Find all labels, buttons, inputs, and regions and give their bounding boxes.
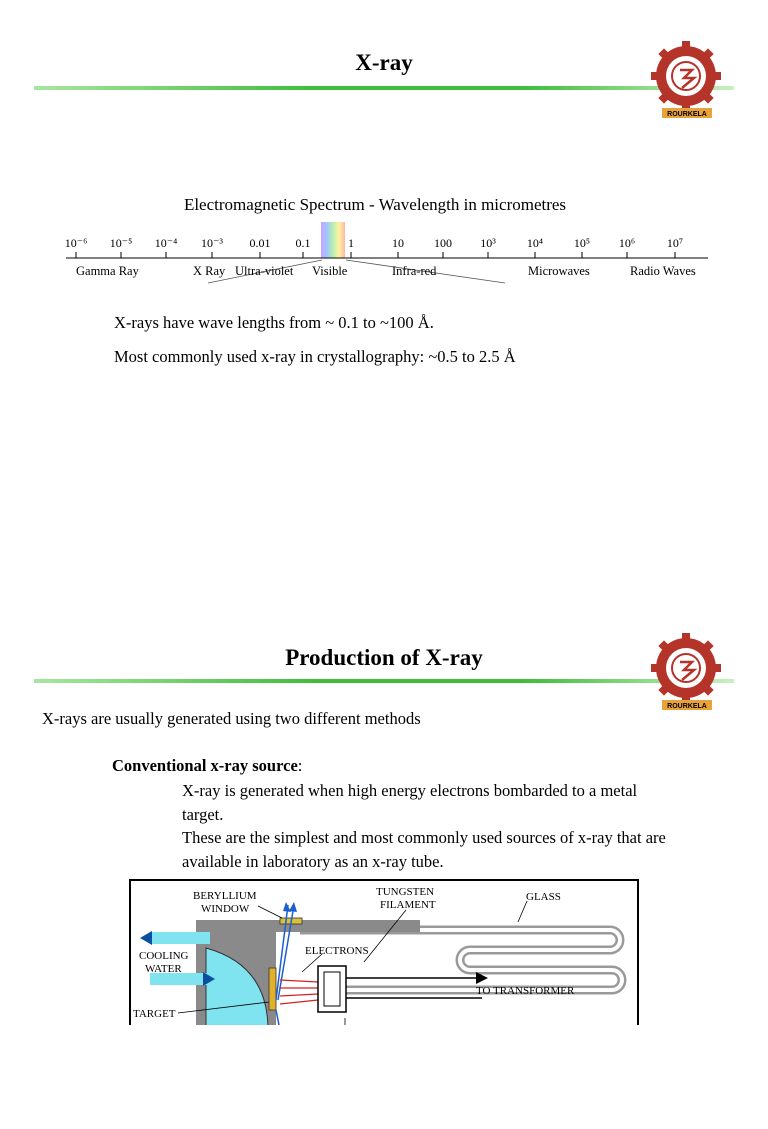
tick-labels [65, 236, 683, 250]
wavelength-line: X-rays have wave lengths from ~ 0.1 to ~100 Å. [114, 313, 434, 332]
scale-ticks [76, 252, 675, 258]
conventional-heading-colon: : [297, 756, 303, 775]
tick-label: 0.1 [295, 236, 311, 250]
region-label-radio: Radio Waves [630, 264, 696, 278]
spectrum-scale [0, 220, 768, 290]
conventional-heading [112, 756, 302, 776]
spectrum-title: Electromagnetic Spectrum - Wavelength in micrometres [183, 195, 567, 214]
region-label-microwave: Microwaves [528, 264, 590, 278]
tick-label: 10⁷ [666, 236, 684, 250]
logo-place: ROURKELA [667, 111, 707, 118]
region-label-xray: X Ray [193, 264, 226, 278]
label-water: WATER [145, 963, 182, 975]
tick-label: 10⁻⁵ [109, 236, 133, 250]
target-plate [269, 968, 276, 1010]
label-glass: GLASS [526, 891, 561, 903]
cathode-cup [318, 966, 346, 1012]
gear-emblem [651, 41, 721, 111]
tick-label: 0.01 [249, 236, 271, 250]
region-label-uv: Ultra-violet [235, 264, 294, 278]
logo-place: ROURKELA [667, 703, 707, 710]
label-window: WINDOW [201, 903, 250, 915]
slide-xray [0, 0, 768, 512]
cooling-pipe-top [150, 932, 210, 944]
conventional-heading-bold: Conventional x-ray source [112, 756, 298, 775]
conventional-para-1: X-ray is generated when high energy electrons bombarded to a metal target. [182, 781, 638, 824]
conventional-para-2: These are the simplest and most commonly used sources of x-ray that are available in laboratory as an x-ray tube. [182, 828, 666, 871]
title-rule [34, 679, 734, 683]
region-label-gamma: Gamma Ray [76, 264, 139, 278]
crystallography-line: Most commonly used x-ray in crystallography: ~0.5 to 2.5 Å [114, 347, 516, 366]
gear-emblem [651, 633, 721, 703]
tick-label: 10⁶ [618, 236, 636, 250]
nit-rourkela-logo [642, 632, 732, 714]
tick-label: 10⁻⁶ [64, 236, 88, 250]
tick-label: 1 [348, 236, 354, 250]
title-rule [34, 86, 734, 90]
region-label-visible: Visible [312, 264, 348, 278]
label-beryllium: BERYLLIUM [193, 890, 257, 902]
tick-label: 10⁵ [573, 236, 591, 250]
tick-label: 10⁻⁴ [154, 236, 178, 250]
tick-label: 10 [392, 236, 404, 250]
label-transformer: TO TRANSFORMER [476, 985, 575, 997]
label-tungsten: TUNGSTEN [376, 886, 435, 898]
visible-band [321, 222, 345, 258]
tick-label: 10⁴ [526, 236, 544, 250]
label-cooling: COOLING [139, 950, 189, 962]
label-electrons: ELECTRONS [305, 945, 369, 957]
label-target: TARGET [133, 1008, 176, 1020]
label-filament: FILAMENT [380, 899, 436, 911]
tick-label: 10³ [480, 236, 496, 250]
tick-label: 100 [434, 236, 452, 250]
conventional-text [182, 779, 682, 873]
nit-rourkela-logo [642, 40, 732, 122]
tick-label: 10⁻³ [201, 236, 223, 250]
slide-title: Production of X-ray [285, 645, 483, 670]
slide-title: X-ray [355, 50, 413, 75]
xray-tube-diagram [128, 879, 640, 1025]
intro-text: X-rays are usually generated using two different methods [42, 709, 421, 728]
region-label-ir: Infra-red [392, 264, 437, 278]
slide-production [0, 617, 768, 1129]
